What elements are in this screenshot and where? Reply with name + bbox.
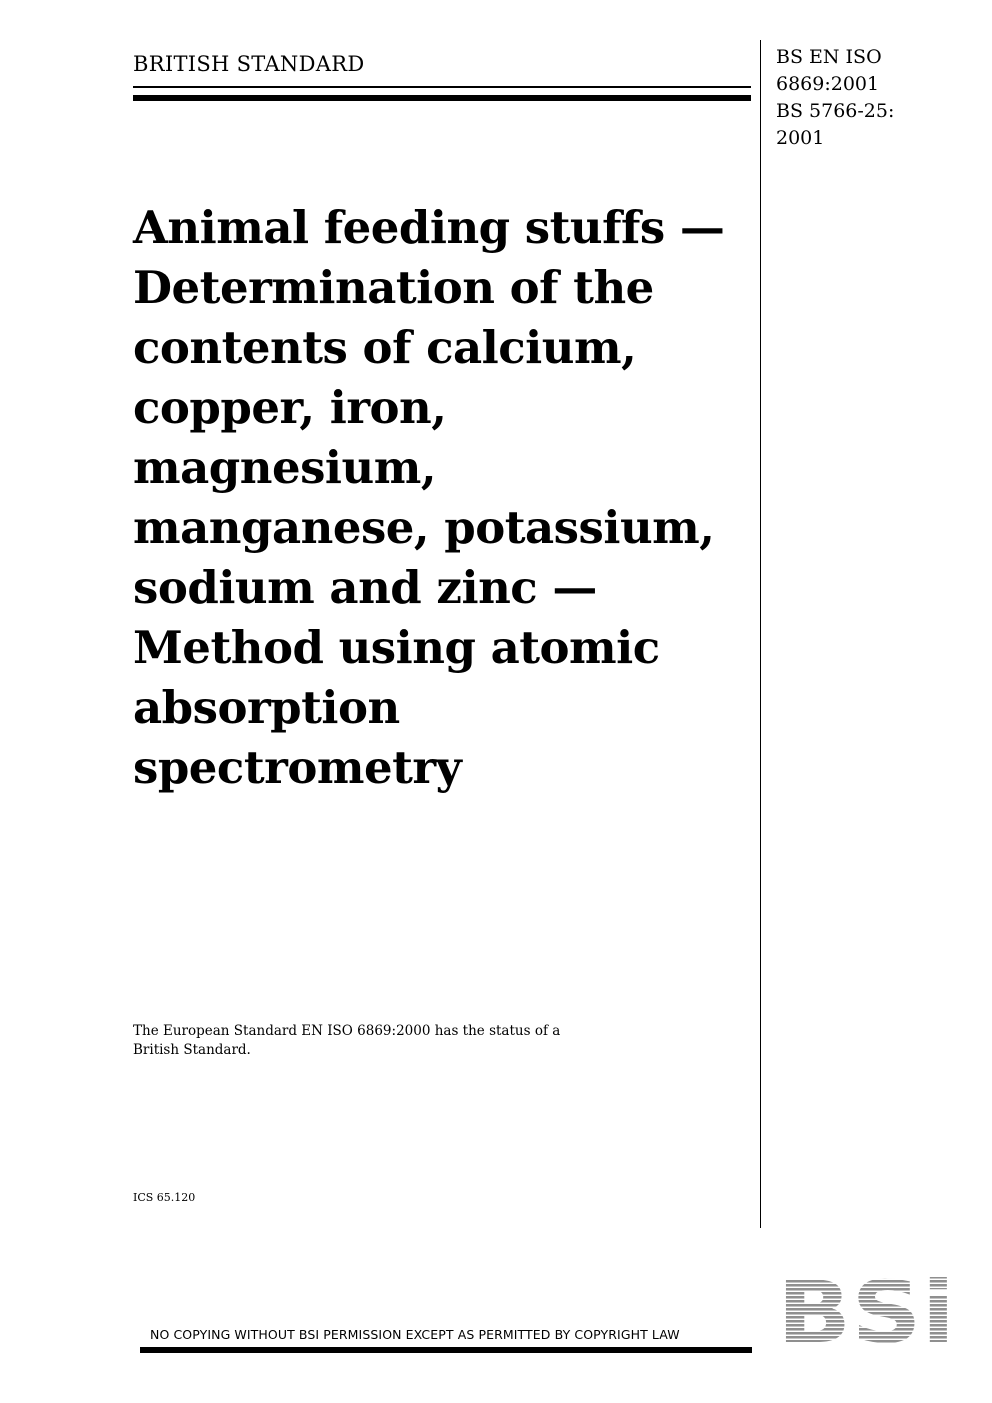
- title-line: contents of calcium,: [133, 321, 637, 374]
- title-line: Animal feeding stuffs —: [133, 201, 725, 254]
- standard-numbers: [776, 44, 894, 152]
- title-line: sodium and zinc —: [133, 561, 597, 614]
- title-line: Method using atomic: [133, 621, 660, 674]
- standard-number-line: BS 5766-25:: [776, 100, 895, 122]
- document-title: [133, 198, 753, 798]
- status-note-line: British Standard.: [133, 1042, 251, 1058]
- vertical-divider: [760, 40, 761, 1228]
- title-line: copper, iron,: [133, 381, 447, 434]
- title-line: absorption: [133, 681, 400, 734]
- title-line: magnesium,: [133, 441, 437, 494]
- standard-number-line: 6869:2001: [776, 73, 880, 95]
- title-line: manganese, potassium,: [133, 501, 715, 554]
- header-rule-thick: [133, 95, 751, 101]
- bsi-logo-text: BSi: [777, 1276, 955, 1344]
- header-rule-thin: [133, 86, 751, 88]
- title-line: spectrometry: [133, 741, 462, 794]
- ics-code: ICS 65.120: [133, 1191, 196, 1204]
- status-note: [133, 1022, 560, 1060]
- copyright-notice: NO COPYING WITHOUT BSI PERMISSION EXCEPT AS PERMITTED BY COPYRIGHT LAW: [150, 1327, 680, 1342]
- title-line: Determination of the: [133, 261, 654, 314]
- standard-number-line: 2001: [776, 127, 825, 149]
- footer-rule: [140, 1347, 752, 1353]
- standard-number-line: BS EN ISO: [776, 46, 882, 68]
- status-note-line: The European Standard EN ISO 6869:2000 has the status of a: [133, 1023, 561, 1039]
- bsi-logo: [777, 1276, 957, 1344]
- header-label: BRITISH STANDARD: [133, 52, 365, 76]
